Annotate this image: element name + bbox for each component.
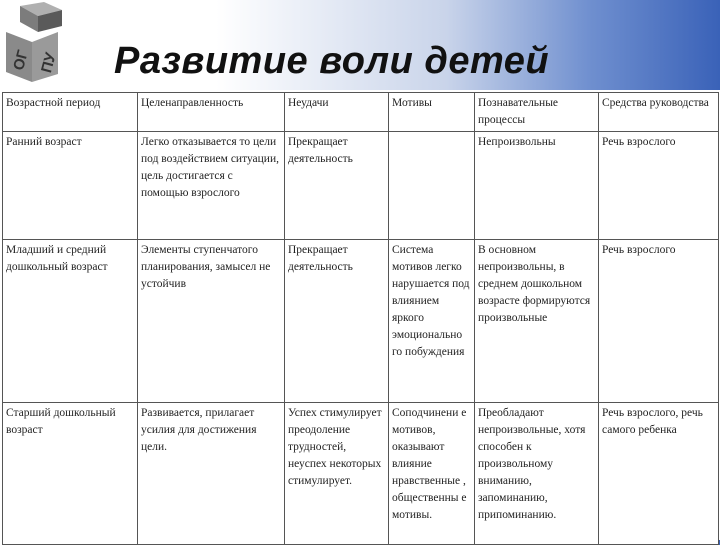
- header-motives: Мотивы: [389, 93, 475, 132]
- header-failures: Неудачи: [285, 93, 389, 132]
- table-cell: Успех стимулирует преодоление трудностей, неуспех некоторых стимулирует.: [285, 403, 389, 545]
- svg-text:ОГ: ОГ: [10, 48, 32, 73]
- table-cell: Речь взрослого: [599, 240, 719, 403]
- table-cell: Непроизвольны: [475, 132, 599, 240]
- table-cell: Младший и средний дошкольный возраст: [3, 240, 138, 403]
- table-cell: Элементы ступенчатого планирования, замысел не устойчив: [138, 240, 285, 403]
- table-cell: Старший дошкольный возраст: [3, 403, 138, 545]
- header-age-period: Возрастной период: [3, 93, 138, 132]
- table-cell: В основном непроизвольны, в среднем дошкольном возрасте формируются произвольные: [475, 240, 599, 403]
- table-cell: Преобладают непроизвольные, хотя способен к произвольному вниманию, запоминанию, припоминанию.: [475, 403, 599, 545]
- table-cell: Система мотивов легко нарушается под влиянием яркого эмоционально го побуждения: [389, 240, 475, 403]
- table-cell: Легко отказывается то цели под воздействием ситуации, цель достигается с помощью взрослого: [138, 132, 285, 240]
- table-header-row: [3, 93, 719, 132]
- slide-title: Развитие воли детей: [114, 40, 550, 82]
- table-cell: Речь взрослого, речь самого ребенка: [599, 403, 719, 545]
- table-cell: Речь взрослого: [599, 132, 719, 240]
- table-cell: Прекращает деятельность: [285, 240, 389, 403]
- university-logo: [2, 2, 66, 86]
- header-purposefulness: Целенаправленность: [138, 93, 285, 132]
- will-development-table: [2, 92, 719, 545]
- header-guidance-means: Средства руководства: [599, 93, 719, 132]
- table-cell: Ранний возраст: [3, 132, 138, 240]
- table-cell: Прекращает деятельность: [285, 132, 389, 240]
- table-cell: Соподчинени е мотивов, оказывают влияние нравственные , общественны е мотивы.: [389, 403, 475, 545]
- table-row: [3, 403, 719, 545]
- svg-text:ПУ: ПУ: [38, 50, 60, 75]
- table-cell: Развивается, прилагает усилия для достижения цели.: [138, 403, 285, 545]
- table-cell: [389, 132, 475, 240]
- header-cognitive-processes: Познавательные процессы: [475, 93, 599, 132]
- table-row: [3, 240, 719, 403]
- table-row: [3, 132, 719, 240]
